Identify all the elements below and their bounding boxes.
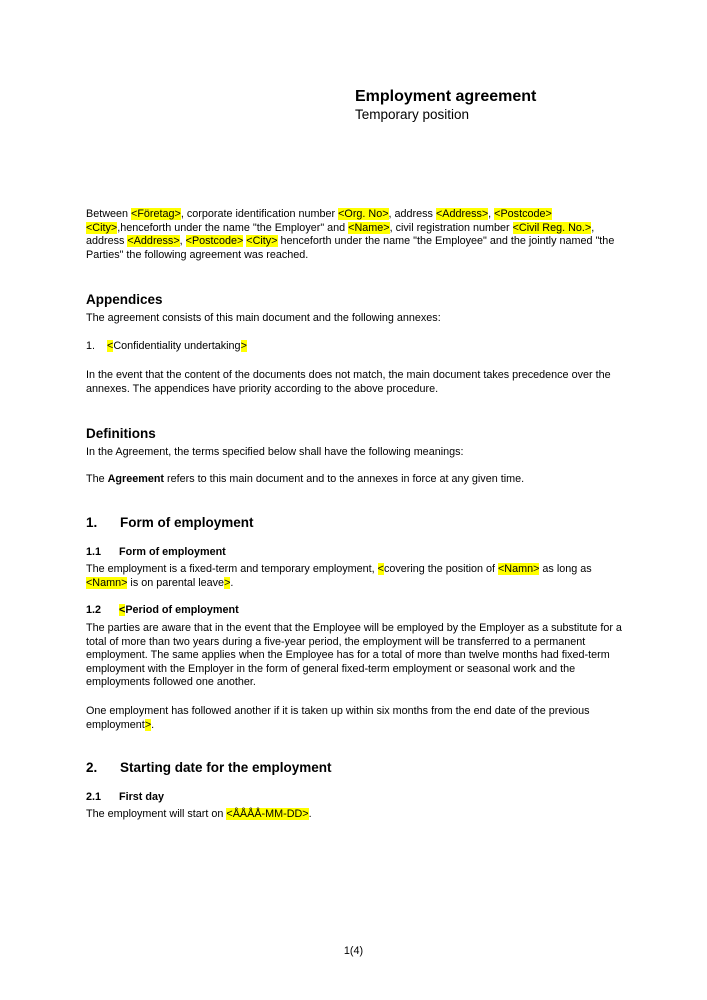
document-title: Employment agreement: [355, 88, 537, 105]
placeholder-employee-postcode: <Postcode>: [185, 235, 244, 248]
body-text: covering the position of: [383, 563, 498, 575]
definitions-heading: Definitions: [86, 426, 156, 441]
definition-text: The: [86, 473, 108, 485]
placeholder-employee-city: <City>: [246, 235, 278, 248]
body-text: as long as: [539, 563, 592, 575]
annex-title: Confidentiality undertaking: [113, 340, 241, 352]
parties-paragraph: [86, 208, 626, 262]
appendices-intro: The agreement consists of this main document and the following annexes:: [86, 312, 441, 324]
section-number: 1.: [86, 515, 98, 530]
list-number: 1.: [86, 340, 96, 352]
body-text: The employment will start on: [86, 808, 227, 820]
intro-text: Between: [86, 208, 132, 220]
placeholder-civil-reg-no: <Civil Reg. No.>: [512, 221, 592, 234]
annex-list-item: [86, 340, 247, 354]
subsection-1-1-heading: [86, 546, 226, 559]
page-number: 1(4): [343, 945, 364, 957]
subsection-2-1-heading: [86, 791, 164, 804]
period-of-employment-paragraph: The parties are aware that in the event that the Employee will be employed by the Employer as a substitute for a total of more than two years during a five-year period, the employment will be transferred to a permanent employment. The same applies when the Employee has for a total of more than twelve months had fixed-term employment with the Employer in the form of general fixed-term employment or seasonal work and the employments followed one another.: [86, 622, 622, 689]
document-subtitle: Temporary position: [355, 107, 470, 122]
intro-text: , address: [388, 208, 436, 220]
placeholder-bracket-open: <: [377, 563, 384, 575]
defined-term: Agreement: [107, 473, 165, 485]
following-employment-paragraph: [86, 705, 626, 732]
intro-text: ,: [488, 208, 495, 220]
intro-text: ,: [179, 235, 186, 248]
placeholder-bracket-open: <: [119, 604, 126, 616]
section-number: 2.: [86, 760, 98, 775]
form-of-employment-paragraph: [86, 563, 626, 590]
subsection-title: Period of employment: [125, 604, 239, 616]
body-text: The employment is a fixed-term and temporary employment,: [86, 563, 378, 575]
placeholder-bracket-close: >: [224, 576, 231, 589]
subsection-number: 1.2: [86, 604, 102, 616]
placeholder-employer-city: <City>: [86, 221, 118, 234]
body-text: is on parental leave: [127, 576, 225, 589]
intro-text: , address: [86, 221, 595, 248]
body-text: .: [230, 576, 234, 589]
placeholder-employee-name: <Name>: [348, 221, 390, 234]
placeholder-employer-address: <Address>: [435, 208, 489, 220]
placeholder-start-date: <ÅÅÅÅ-MM-DD>: [226, 808, 309, 820]
agreement-definition: [86, 473, 626, 487]
placeholder-employee-address: <Address>: [127, 235, 180, 248]
body-text: .: [308, 808, 312, 820]
placeholder-org-no: <Org. No>: [338, 208, 389, 220]
intro-text: ,henceforth under the name "the Employer" and: [117, 221, 349, 234]
subsection-title: First day: [119, 791, 165, 803]
placeholder-bracket-close: >: [240, 340, 247, 352]
precedence-paragraph: In the event that the content of the documents does not match, the main document takes precedence over the annexes. The appendices have priority according to the above procedure.: [86, 369, 611, 395]
intro-text: , corporate identification number: [180, 208, 339, 220]
placeholder-name: <Namn>: [86, 576, 128, 589]
title-block: [355, 87, 536, 123]
appendices-heading: Appendices: [86, 292, 163, 307]
body-text: .: [151, 718, 155, 731]
start-date-paragraph: [86, 808, 626, 822]
definition-text: refers to this main document and to the annexes in force at any given time.: [164, 473, 525, 485]
placeholder-employer-postcode: <Postcode>: [494, 208, 552, 220]
intro-text: henceforth under the name "the Employee" and the jointly named "the Parties" the following agreement was reached.: [86, 235, 615, 261]
section-title: Form of employment: [120, 515, 254, 530]
subsection-title: Form of employment: [119, 546, 226, 558]
subsection-number: 1.1: [86, 546, 102, 558]
body-text: One employment has followed another if it is taken up within six months from the end date of the previous employment: [86, 705, 590, 731]
subsection-number: 2.1: [86, 791, 102, 803]
placeholder-bracket-close: >: [144, 718, 152, 731]
section-title: Starting date for the employment: [120, 760, 332, 775]
definitions-intro: In the Agreement, the terms specified below shall have the following meanings:: [86, 446, 464, 458]
placeholder-name: <Namn>: [498, 563, 540, 575]
section-2-heading: [86, 760, 332, 776]
placeholder-bracket-open: <: [107, 340, 114, 352]
section-1-heading: [86, 515, 254, 531]
subsection-1-2-heading: [86, 604, 239, 617]
intro-text: , civil registration number: [389, 221, 513, 234]
placeholder-company: <Företag>: [131, 208, 181, 220]
